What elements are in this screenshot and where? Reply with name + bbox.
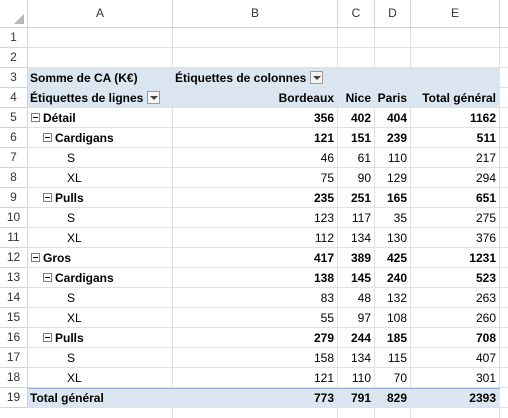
value-cell-paris[interactable]: 110 — [387, 151, 407, 165]
row-header[interactable]: 16 — [0, 328, 28, 348]
row-header[interactable]: 17 — [0, 348, 28, 368]
column-header-d[interactable]: D — [375, 0, 411, 28]
header-bordeaux[interactable]: Bordeaux — [278, 91, 334, 105]
value-cell-paris[interactable]: 108 — [386, 311, 407, 325]
row-label-text: Cardigans — [55, 131, 114, 145]
grand-total-total[interactable]: 2393 — [469, 391, 496, 405]
value-cell-paris[interactable]: 129 — [386, 171, 407, 185]
column-header-b[interactable]: B — [173, 0, 338, 28]
row-header[interactable]: 13 — [0, 268, 28, 288]
value-cell-bordeaux[interactable]: 279 — [313, 331, 334, 345]
row-header[interactable]: 6 — [0, 128, 28, 148]
value-cell-total[interactable]: 376 — [475, 231, 496, 245]
row-header[interactable]: 7 — [0, 148, 28, 168]
value-cell-paris[interactable]: 239 — [386, 131, 407, 145]
pivot-row-label[interactable] — [67, 168, 172, 188]
value-cell-total[interactable]: 651 — [475, 191, 496, 205]
select-all-corner[interactable] — [0, 0, 28, 28]
row-label-text: Détail — [43, 111, 76, 125]
value-cell-total[interactable]: 1231 — [469, 251, 496, 265]
grand-total-bordeaux[interactable]: 773 — [313, 391, 334, 405]
value-cell-nice[interactable]: 110 — [351, 371, 371, 385]
row-header[interactable]: 12 — [0, 248, 28, 268]
value-cell-paris[interactable]: 404 — [386, 111, 407, 125]
row-label-text: Pulls — [55, 191, 84, 205]
row-header[interactable]: 10 — [0, 208, 28, 228]
column-header-e[interactable]: E — [411, 0, 500, 28]
value-cell-total[interactable]: 263 — [475, 291, 496, 305]
pivot-row-label[interactable] — [43, 188, 172, 208]
row-label-text: Gros — [43, 251, 72, 265]
value-cell-bordeaux[interactable]: 121 — [313, 131, 334, 145]
pivot-row-label[interactable] — [67, 208, 172, 228]
value-cell-paris[interactable]: 240 — [386, 271, 407, 285]
pivot-row-label[interactable] — [31, 108, 172, 128]
row-header[interactable]: 19 — [0, 388, 28, 408]
value-cell-total[interactable]: 708 — [475, 331, 496, 345]
value-cell-total[interactable]: 523 — [475, 271, 496, 285]
row-label-text: S — [67, 151, 76, 165]
row-label-text: XL — [67, 171, 82, 185]
value-cell-paris[interactable]: 35 — [393, 211, 407, 225]
value-cell-bordeaux[interactable]: 138 — [313, 271, 334, 285]
row-header[interactable]: 1 — [0, 28, 28, 48]
header-total-general[interactable]: Total général — [422, 91, 496, 105]
row-label-text: S — [67, 211, 76, 225]
value-cell-paris[interactable]: 70 — [393, 371, 407, 385]
pivot-row-label[interactable] — [67, 228, 172, 248]
row-labels-text: Étiquettes de lignes — [30, 91, 144, 105]
column-filter-dropdown-icon[interactable] — [310, 71, 323, 84]
row-label-text: XL — [67, 231, 82, 245]
value-cell-bordeaux[interactable]: 235 — [313, 191, 334, 205]
row-filter-dropdown-icon[interactable] — [147, 91, 160, 104]
value-cell-bordeaux[interactable]: 417 — [313, 251, 334, 265]
value-cell-bordeaux[interactable]: 123 — [313, 211, 334, 225]
row-header[interactable]: 14 — [0, 288, 28, 308]
value-cell-nice[interactable]: 151 — [350, 131, 371, 145]
row-label-text: Pulls — [55, 331, 84, 345]
row-label-text: XL — [67, 311, 82, 325]
value-cell-paris[interactable]: 130 — [386, 231, 407, 245]
value-cell-bordeaux[interactable]: 46 — [320, 151, 334, 165]
column-header-c[interactable]: C — [338, 0, 375, 28]
collapse-minus-icon[interactable] — [31, 113, 40, 122]
row-header[interactable]: 8 — [0, 168, 28, 188]
value-cell-nice[interactable]: 251 — [350, 191, 371, 205]
value-cell-paris[interactable]: 185 — [386, 331, 407, 345]
row-label-text: S — [67, 351, 76, 365]
row-header[interactable]: 5 — [0, 108, 28, 128]
row-header[interactable]: 11 — [0, 228, 28, 248]
value-cell-total[interactable]: 294 — [475, 171, 496, 185]
pivot-row-label[interactable] — [43, 268, 172, 288]
value-cell-total[interactable]: 511 — [476, 131, 496, 145]
value-cell-total[interactable]: 260 — [475, 311, 496, 325]
value-cell-nice[interactable]: 90 — [357, 171, 371, 185]
collapse-minus-icon[interactable] — [43, 333, 52, 342]
grand-total-paris[interactable]: 829 — [386, 391, 407, 405]
grand-total-nice[interactable]: 791 — [350, 391, 371, 405]
header-paris[interactable]: Paris — [377, 91, 407, 105]
value-cell-bordeaux[interactable]: 55 — [320, 311, 334, 325]
column-labels-text: Étiquettes de colonnes — [175, 71, 307, 85]
value-cell-paris[interactable]: 165 — [386, 191, 407, 205]
pivot-row-label[interactable] — [67, 288, 172, 308]
value-cell-nice[interactable]: 145 — [350, 271, 371, 285]
pivot-row-label[interactable] — [67, 348, 172, 368]
header-nice[interactable]: Nice — [345, 91, 371, 105]
value-cell-bordeaux[interactable]: 356 — [313, 111, 334, 125]
pivot-column-labels[interactable] — [175, 68, 338, 88]
value-cell-bordeaux[interactable]: 121 — [313, 371, 334, 385]
row-label-text: XL — [67, 371, 82, 385]
value-cell-nice[interactable]: 61 — [357, 151, 371, 165]
row-label-text: Cardigans — [55, 271, 114, 285]
value-cell-nice[interactable]: 134 — [350, 351, 371, 365]
collapse-minus-icon[interactable] — [43, 193, 52, 202]
value-cell-paris[interactable]: 425 — [386, 251, 407, 265]
value-cell-bordeaux[interactable]: 158 — [313, 351, 334, 365]
pivot-row-label[interactable] — [67, 308, 172, 328]
column-header-a[interactable]: A — [28, 0, 173, 28]
select-all-triangle-icon — [14, 14, 24, 24]
grand-total-label[interactable]: Total général — [30, 391, 104, 405]
collapse-minus-icon[interactable] — [43, 273, 52, 282]
pivot-row-label[interactable] — [43, 328, 172, 348]
pivot-values-label[interactable]: Somme de CA (K€) — [30, 71, 138, 85]
pivot-row-label[interactable] — [67, 148, 172, 168]
gridline-row — [28, 28, 508, 48]
value-cell-total[interactable]: 407 — [475, 351, 496, 365]
pivot-row-label[interactable] — [43, 128, 172, 148]
row-header[interactable]: 9 — [0, 188, 28, 208]
value-cell-total[interactable]: 1162 — [469, 111, 496, 125]
value-cell-nice[interactable]: 97 — [357, 311, 371, 325]
value-cell-bordeaux[interactable]: 112 — [314, 231, 334, 245]
row-header[interactable]: 15 — [0, 308, 28, 328]
value-cell-nice[interactable]: 389 — [350, 251, 371, 265]
pivot-row-label[interactable] — [31, 248, 172, 268]
row-header[interactable]: 4 — [0, 88, 28, 108]
gridline-row — [28, 48, 508, 68]
row-header[interactable]: 2 — [0, 48, 28, 68]
value-cell-bordeaux[interactable]: 75 — [320, 171, 334, 185]
collapse-minus-icon[interactable] — [31, 253, 40, 262]
value-cell-total[interactable]: 275 — [475, 211, 496, 225]
column-header-f[interactable] — [500, 0, 508, 28]
row-header[interactable]: 18 — [0, 368, 28, 388]
value-cell-nice[interactable]: 402 — [350, 111, 371, 125]
pivot-row-labels[interactable] — [30, 88, 172, 108]
value-cell-bordeaux[interactable]: 83 — [320, 291, 334, 305]
value-cell-total[interactable]: 217 — [475, 151, 496, 165]
value-cell-nice[interactable]: 244 — [350, 331, 371, 345]
row-header[interactable]: 3 — [0, 68, 28, 88]
value-cell-nice[interactable]: 117 — [351, 211, 371, 225]
pivot-row-label[interactable] — [67, 368, 172, 388]
value-cell-nice[interactable]: 134 — [350, 231, 371, 245]
value-cell-nice[interactable]: 48 — [357, 291, 371, 305]
value-cell-total[interactable]: 301 — [475, 371, 496, 385]
value-cell-paris[interactable]: 132 — [386, 291, 407, 305]
value-cell-paris[interactable]: 115 — [387, 351, 407, 365]
collapse-minus-icon[interactable] — [43, 133, 52, 142]
row-label-text: S — [67, 291, 76, 305]
